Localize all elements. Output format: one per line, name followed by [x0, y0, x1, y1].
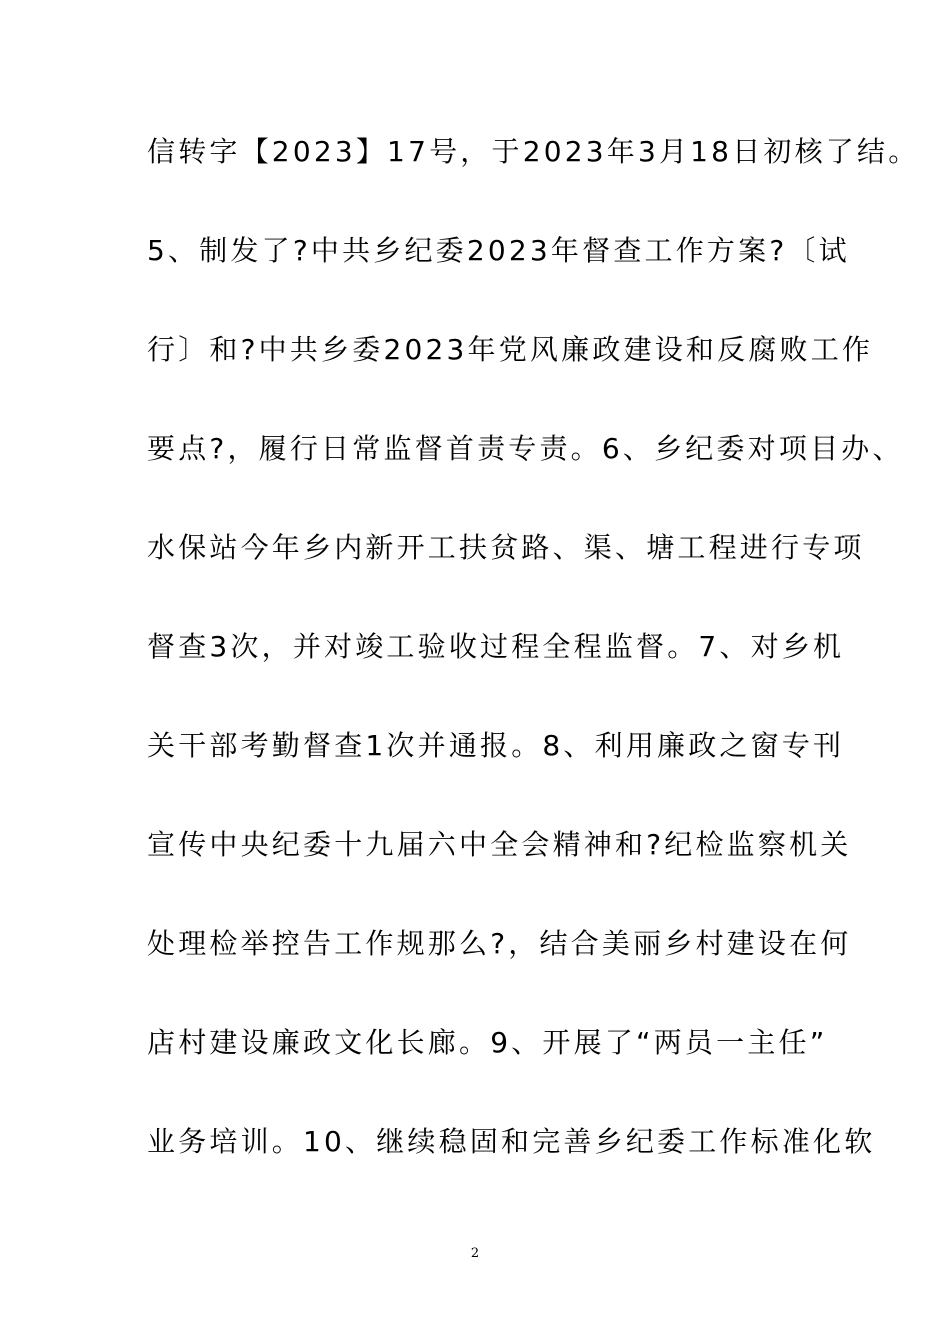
body-text [147, 124, 920, 1213]
text-line-5: 水保站今年乡内新开工扶贫路、渠、塘工程进行专项 [147, 531, 865, 564]
text-line-3: 行〕和?中共乡委2023年党风廉政建设和反腐败工作 [147, 333, 874, 366]
text-line-10: 店村建设廉政文化长廊。9、开展了“两员一主任” [147, 1026, 828, 1059]
text-line-6: 督查3次，并对竣工验收过程全程监督。7、对乡机 [147, 630, 845, 663]
text-line-8: 宣传中央纪委十九届六中全会精神和?纪检监察机关 [147, 828, 852, 861]
text-line-7: 关干部考勤督查1次并通报。8、利用廉政之窗专刊 [147, 729, 845, 762]
text-line-1: 信转字【2023】17号，于2023年3月18日初核了结。 [147, 135, 920, 168]
text-line-2: 5、制发了?中共乡纪委2023年督查工作方案?〔试 [147, 234, 850, 267]
text-line-4: 要点?，履行日常监督首责专责。6、乡纪委对项目办、 [147, 432, 904, 465]
text-line-9: 处理检举控告工作规那么?，结合美丽乡村建设在何 [147, 927, 852, 960]
text-line-11: 业务培训。10、继续稳固和完善乡纪委工作标准化软 [147, 1125, 876, 1158]
page-number: 2 [470, 1246, 480, 1261]
